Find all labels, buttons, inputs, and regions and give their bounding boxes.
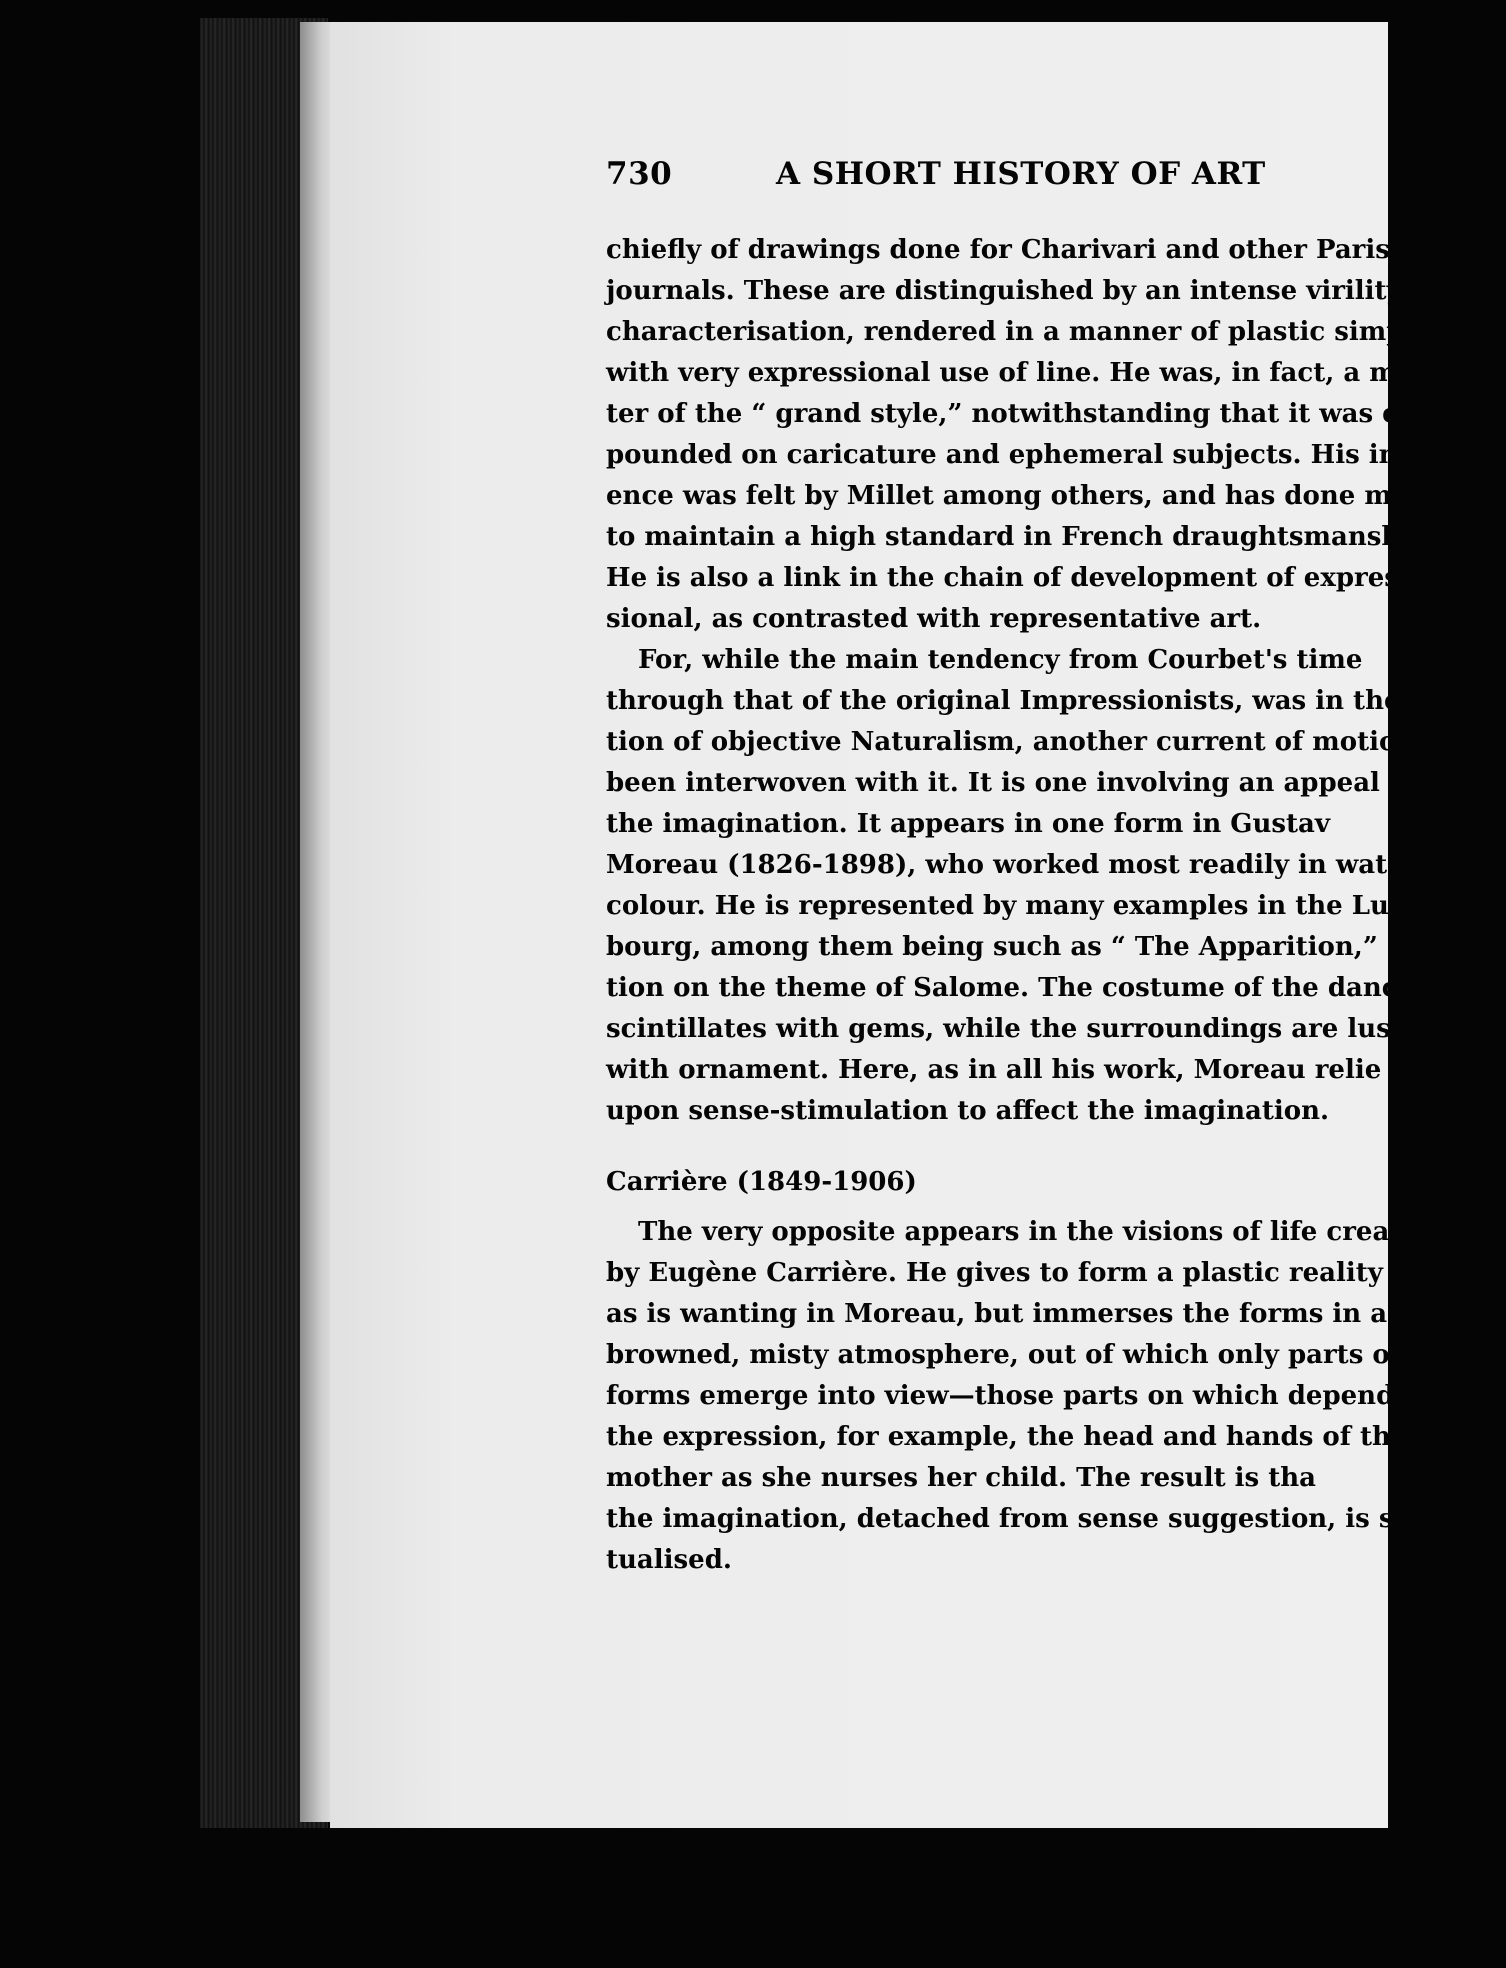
text-line: sional, as contrasted with representative art. xyxy=(606,604,1262,634)
text-line: Moreau (1826-1898), who worked most readily in water xyxy=(606,850,1418,880)
text-line: pounded on caricature and ephemeral subjects. His influ xyxy=(606,440,1436,470)
text-line: journals. These are distinguished by an intense virility o xyxy=(606,276,1429,306)
text-line: to maintain a high standard in French draughtsmanship xyxy=(606,522,1429,552)
text-line: tion on the theme of Salome. The costume of the dance xyxy=(606,973,1415,1003)
text-line: scintillates with gems, while the surroundings are lustrou xyxy=(606,1014,1453,1044)
text-line: ter of the “ grand style,” notwithstanding that it was ex xyxy=(606,399,1415,429)
text-line: by Eugène Carrière. He gives to form a plastic reality such xyxy=(606,1258,1461,1288)
running-title: A SHORT HISTORY OF ART xyxy=(776,156,1266,192)
text-line: the expression, for example, the head and hands of th xyxy=(606,1422,1391,1452)
text-line: through that of the original Impressionists, was in the direc xyxy=(606,686,1484,716)
text-line: For, while the main tendency from Courbet's time xyxy=(638,645,1363,675)
text-line: chiefly of drawings done for Charivari and other Parisia xyxy=(606,235,1417,265)
paragraph-moreau xyxy=(606,640,1506,1132)
page-text xyxy=(606,154,1506,1581)
text-line: tualised. xyxy=(606,1545,732,1575)
text-line: forms emerge into view—those parts on which depend xyxy=(606,1381,1395,1411)
paragraph-daumier-drawings xyxy=(606,230,1506,640)
text-line: the imagination, detached from sense suggestion, is spiri xyxy=(606,1504,1446,1534)
text-line: the imagination. It appears in one form in Gustav xyxy=(606,809,1330,839)
text-line: as is wanting in Moreau, but immerses the forms in an em xyxy=(606,1299,1460,1329)
text-line: characterisation, rendered in a manner of plastic simplicit xyxy=(606,317,1462,347)
text-line: colour. He is represented by many examples in the Luxem xyxy=(606,891,1449,921)
text-line: with very expressional use of line. He was, in fact, a mas xyxy=(606,358,1429,388)
text-line: bourg, among them being such as “ The Apparition,” a varia xyxy=(606,932,1486,962)
running-header xyxy=(606,154,1506,210)
text-line: upon sense-stimulation to affect the imagination. xyxy=(606,1096,1330,1126)
text-line: ence was felt by Millet among others, and has done muc xyxy=(606,481,1427,511)
section-heading-carriere: Carrière (1849-1906) xyxy=(606,1167,917,1197)
text-line: with ornament. Here, as in all his work, Moreau relie xyxy=(606,1055,1382,1085)
book-page xyxy=(330,22,1486,1828)
text-line: mother as she nurses her child. The result is tha xyxy=(606,1463,1316,1493)
text-line: tion of objective Naturalism, another current of motion ha xyxy=(606,727,1461,757)
page-number: 730 xyxy=(606,156,673,192)
text-line: The very opposite appears in the visions of life create xyxy=(638,1217,1418,1247)
paragraph-carriere xyxy=(606,1212,1506,1581)
text-line: browned, misty atmosphere, out of which only parts of th xyxy=(606,1340,1441,1370)
text-line: been interwoven with it. It is one involving an appeal t xyxy=(606,768,1401,798)
text-line: He is also a link in the chain of development of expres xyxy=(606,563,1399,593)
